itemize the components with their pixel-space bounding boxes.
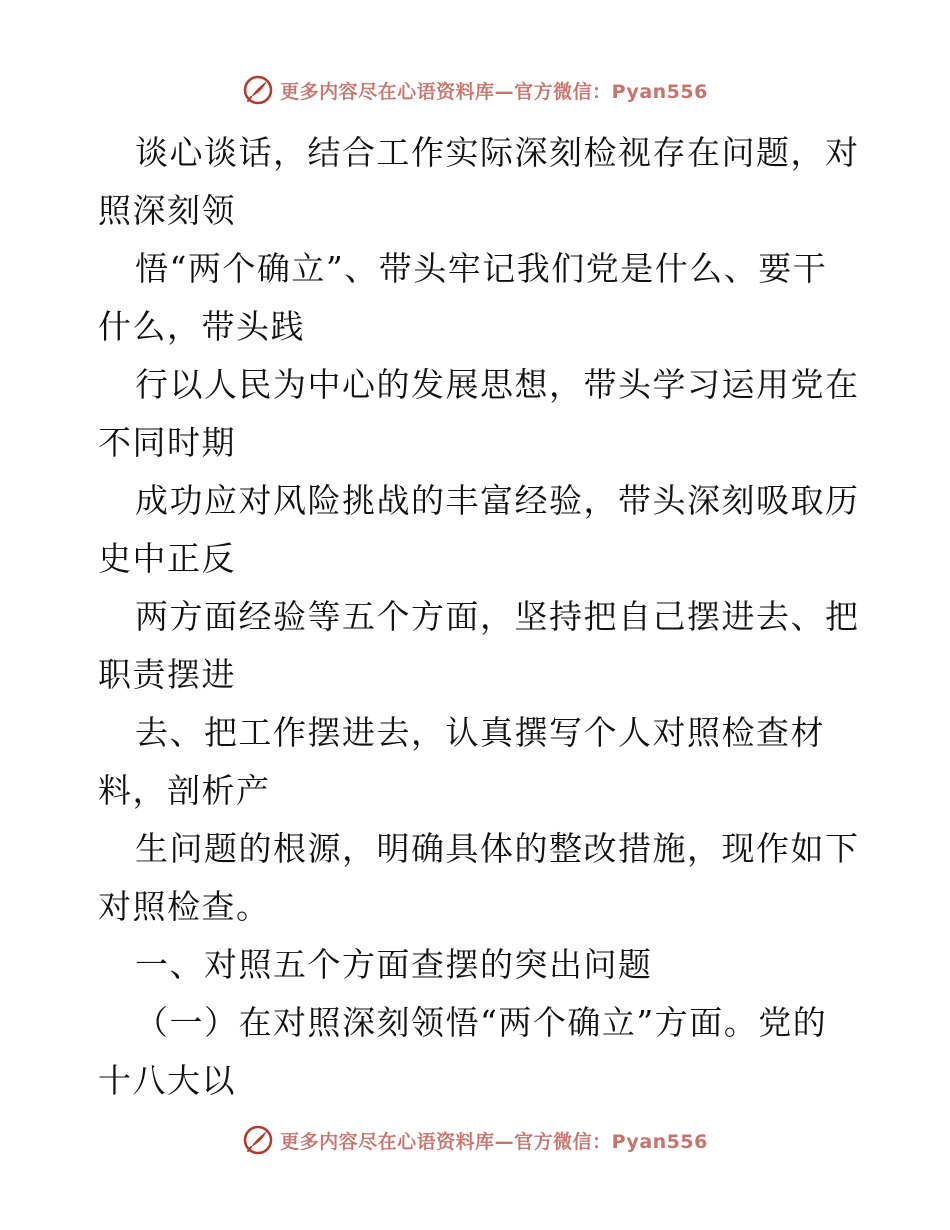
body-line: 生问题的根源，明确具体的整改措施，现作如下 — [135, 829, 860, 868]
body-line: 两方面经验等五个方面，坚持把自己摆进去、把 — [135, 597, 860, 636]
body-line: 职责摆进 — [98, 655, 236, 694]
body-line: （一）在对照深刻领悟“两个确立”方面。党的 — [135, 1003, 828, 1042]
body-line: 史中正反 — [98, 539, 236, 578]
feather-pen-logo-icon — [242, 74, 274, 106]
body-line: 去、把工作摆进去，认真撰写个人对照检查材 — [135, 713, 825, 752]
body-line: 对照检查。 — [98, 887, 271, 926]
section-heading: 一、对照五个方面查摆的突出问题 — [135, 945, 653, 984]
document-body — [98, 124, 858, 1110]
body-line: 成功应对风险挑战的丰富经验，带头深刻吸取历 — [135, 481, 860, 520]
body-line: 料，剖析产 — [98, 771, 271, 810]
body-line: 十八大以 — [98, 1061, 236, 1100]
body-line: 行以人民为中心的发展思想，带头学习运用党在 — [135, 365, 860, 404]
body-line: 谈心谈话，结合工作实际深刻检视存在问题，对 — [135, 133, 860, 172]
feather-pen-logo-icon — [242, 1124, 274, 1156]
body-line: 什么，带头践 — [98, 307, 305, 346]
body-line: 照深刻领 — [98, 191, 236, 230]
footer-watermark-banner — [0, 1120, 950, 1160]
header-watermark-banner — [0, 70, 950, 110]
body-line: 悟“两个确立”、带头牢记我们党是什么、要干 — [135, 249, 828, 288]
header-watermark-text: 更多内容尽在心语资料库—官方微信：Pyan556 — [280, 80, 708, 103]
footer-watermark-text: 更多内容尽在心语资料库—官方微信：Pyan556 — [280, 1130, 708, 1153]
body-line: 不同时期 — [98, 423, 236, 462]
